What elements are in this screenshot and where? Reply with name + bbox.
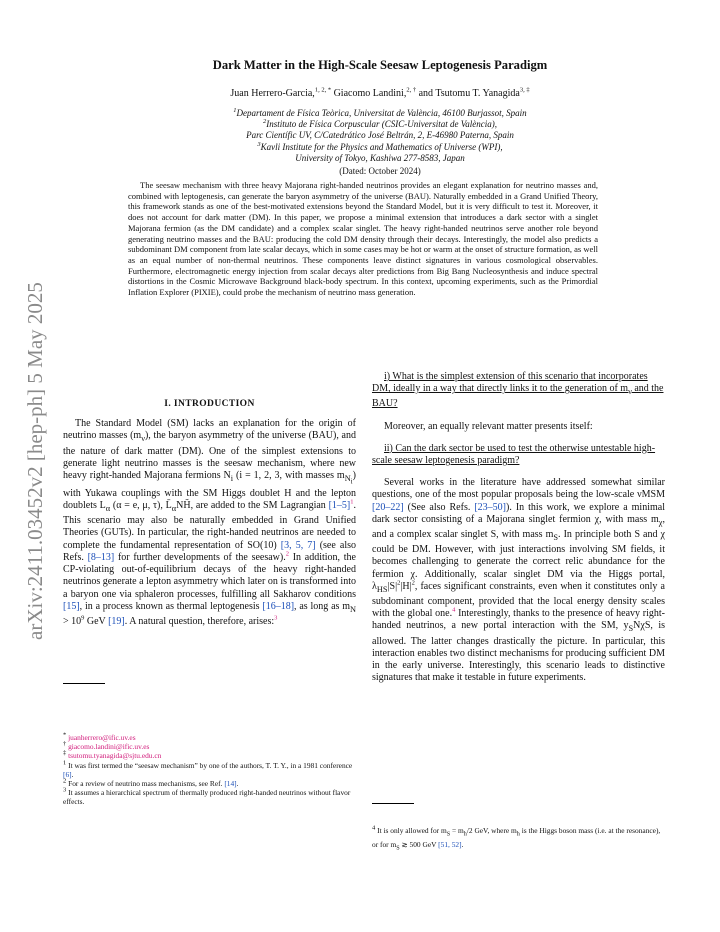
affiliation-line [90,142,670,153]
left-column [63,398,356,628]
email-link[interactable]: juanherrero@ific.uv.es [68,733,136,742]
footnote-email: ‡ tsutomu.tyanagida@sjtu.edu.cn [63,749,162,761]
arxiv-stamp-text: arXiv:2411.03452v2 [hep-ph] 5 May 2025 [23,282,47,640]
footnotes-right [372,826,665,853]
citation-link[interactable]: [19] [108,615,125,627]
paper-title: Dark Matter in the High-Scale Seesaw Leptogenesis Paradigm [212,58,548,72]
citation-link[interactable]: [14] [224,779,237,789]
footnote-2: $^2$ For a review of neutrino mass mechanisms, see Ref. [14]. [63,777,239,789]
footnote-email: * juanherrero@ific.uv.es [63,731,136,742]
footnote-rule [372,803,414,804]
affiliation-line [90,130,670,141]
citation-link[interactable]: [1–5] [328,500,351,512]
footnote-4: $^4$ It is only allowed for $m_S = m_h/2$ GeV, where $m_h$ is the Higgs boson mass (i.e. at the resonance), or for $m_S$ ≳ 500 GeV [51, 52]. [372,824,661,852]
right-column [372,371,665,684]
citation-link[interactable]: [15] [63,600,80,612]
email-link[interactable]: giacomo.landini@ific.uv.es [68,742,150,752]
email-link[interactable]: tsutomu.tyanagida@sjtu.edu.cn [68,751,162,761]
author-3: and Tsutomu T. Yanagida [416,88,520,99]
section-heading: I. INTRODUCTION [164,399,255,409]
author-2: Giacomo Landini, [331,88,407,99]
question-2: ii) Can the dark sector be used to test the otherwise untestable high-scale seesaw leptogenesis paradigm? [372,442,656,467]
affiliation-text: Parc Científic UV, C/Catedrático José Beltrán, 2, E-46980 Paterna, Spain [246,130,514,141]
intro-paragraph: The Standard Model (SM) lacks an explanation for the origin of neutrino masses $(m_\nu)$, the baryon asymmetry of the universe (BAU), and the nature of dark matter (DM). One of the simplest extensions to generate light neutrino masses is the seesaw mechanism, where new heavy right-handed Majorana fermions $N_i$ (i = 1, 2, 3, with masses $m_{N_i}$) with Yukawa couplings with the SM Higgs doublet H and the lepton doublets $L_\alpha$ (α = e, μ, τ), $L̄_\alpha NH̃$, are added to the SM Lagrangian $[1-5]^1$. This scenario may also be naturally embedded in Grand Unified Theories (GUTs). In particular, the right-handed neutrinos are needed to complete the fundamental representation of SO(10) [3, 5, 7] (see also Refs. [8–13] for further developments of the seesaw).$^2$ In addition, the CP-violating out-of-equilibrium decays of the heavy right-handed neutrinos generate a lepton asymmetry which later on is transformed into a baryon one via sphaleron processes, fulfilling all Sakharov conditions [15], in a process known as thermal leptogenesis [16–18], as long as $m_N > 10^9$ GeV [19]. A natural question, therefore, arises:$^3$ [63,418,357,627]
footnote-3: $^3$ It assumes a hierarchical spectrum of thermally produced right-handed neutrinos without flavor effects. [63,786,351,807]
abstract [128,180,598,298]
affiliation-line [90,119,670,130]
affiliation-line [90,108,670,119]
citation-link[interactable]: [23–50] [474,501,506,513]
author-3-marks: 3, ‡ [519,86,530,94]
author-1: Juan Herrero-Garcia, [230,88,315,99]
affiliation-text: Kavli Institute for the Physics and Mathematics of Universe (WPI), [260,141,503,152]
affiliation-mark: 1 [233,107,237,114]
affiliation-mark: 3 [257,140,261,148]
footnote-1: $^1$ It was first termed the “seesaw mechanism” by one of the authors, T. T. Y., in a 1981 conference [6]. [63,759,353,779]
footnote-email: † giacomo.landini@ific.uv.es [63,740,150,752]
abstract-text: The seesaw mechanism with three heavy Majorana right-handed neutrinos provides an elegant explanation for neutrino masses and, combined with leptogenesis, can generate the baryon asymmetry of the universe (BAU). Naturally embedded in a Grand Unified Theory, this framework stands as one of the best-motivated extensions beyond the Standard Model, but it is very difficult to test it. Moreover, it does not account for dark matter (DM). In this paper, we propose a minimal extension that introduces a dark sector with a singlet Majorana fermion (as the DM candidate) and a complex scalar singlet. The heavy right-handed neutrinos serve another role beyond generating neutrino masses and the BAU: producing the cold DM density through their decays. Interestingly, the model also predicts a subdominant DM component from late scalar decays, which in some cases may be hot or warm at the onset of structure formation, as well as an equal number of non-thermal neutrinos. These components leave distinct signatures in various cosmological observables. Furthermore, electromagnetic energy injection from scalar decays alter predictions from Big Bang Nucleosynthesis and induce spectral distortions in the Cosmic Microwave Background black-body spectrum. In this context, upcoming experiments, such as the Primordial Inflation Explorer (PIXIE), could probe the mechanism of neutrino mass generation. [128,180,598,298]
citation-link[interactable]: [6] [63,769,72,779]
affiliation-line [90,153,670,164]
footnotes-left [63,733,356,807]
citation-link[interactable]: [20–22] [372,501,404,513]
citation-link[interactable]: [51, 52] [438,839,462,849]
author-list [90,88,670,99]
citation-link[interactable]: [3, 5, 7] [280,539,316,551]
affiliations [90,108,670,164]
literature-paragraph: Several works in the literature have addressed somewhat similar questions, one of the most popular proposals being the low-scale νMSM [20–22] (See also Refs. [23–50]). In this work, we explore a minimal dark sector consisting of a Majorana singlet fermion χ, with mass $m_\chi$, and a complex scalar singlet S, with mass $m_S$. In principle both S and χ could be DM. However, with just interactions involving SM fields, it becomes challenging to generate the correct relic abundance for the fermion χ. Additionally, scalar singlet DM via the Higgs portal, $\lambda_{HS}|S|^2|H|^2$, faces significant constraints, even when it constitutes only a subdominant component, provided that the local energy density scales with the global one.$^4$ Interestingly, thanks to the presence of heavy right-handed neutrinos, a new portal interaction with the SM, $y_SN\chi S$, is allowed. The latter changes drastically the picture. In particular, this interaction enables two distinct mechanisms for producing sufficient DM in the early universe. Interestingly, this scenario leads to distinctive signatures that make it testable in future experiments. [372,477,665,684]
author-1-marks: 1, 2, * [314,86,332,94]
affiliation-text: Departament de Física Teòrica, Universitat de València, 46100 Burjassot, Spain [236,108,527,118]
footnote-rule [63,683,105,684]
arxiv-stamp [8,270,56,640]
affiliation-text: University of Tokyo, Kashiwa 277-8583, Japan [295,152,465,163]
moreover-line: Moreover, an equally relevant matter presents itself: [384,420,593,432]
citation-link[interactable]: [16–18] [262,600,295,612]
affiliation-text: Instituto de Física Corpuscular (CSIC-Universitat de València), [266,119,497,130]
date-line: (Dated: October 2024) [339,166,421,176]
affiliation-mark: 2 [263,118,267,126]
question-1: i) What is the simplest extension of this scenario that incorporates DM, ideally in a way that directly links it to the generation of $m_\nu$ and the BAU? [372,371,664,410]
author-2-marks: 2, † [406,86,417,94]
citation-link[interactable]: [8–13] [87,551,115,563]
